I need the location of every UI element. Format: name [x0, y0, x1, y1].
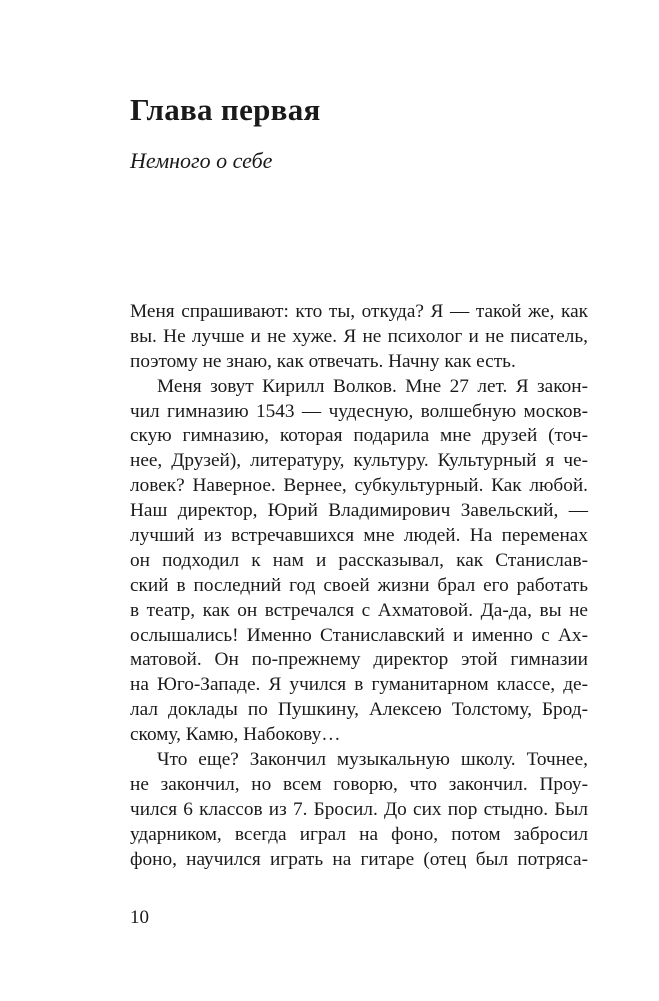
- text-line: Меня зовут Кирилл Волков. Мне 27 лет. Я закон-: [157, 375, 588, 397]
- text-line: поэтому не знаю, как отвечать. Начну как есть.: [130, 350, 516, 372]
- chapter-subtitle: Немного о себе: [130, 148, 273, 173]
- text-line: лал доклады по Пушкину, Алексею Толстому, Брод-: [130, 699, 588, 721]
- text-line: не закончил, но всем говорю, что закончил. Проу-: [130, 773, 588, 795]
- text-line: лучший из встречавшихся мне людей. На переменах: [130, 525, 588, 547]
- text-line: ловек? Наверное. Вернее, субкультурный. Как любой.: [130, 475, 588, 497]
- text-line: на Юго-Западе. Я учился в гуманитарном классе, де-: [130, 674, 588, 696]
- text-line: матовой. Он по-прежнему директор этой гимназии: [130, 649, 588, 671]
- text-line: чил гимназию 1543 — чудесную, волшебную москов-: [130, 400, 588, 422]
- body-text: [130, 300, 588, 872]
- text-line: Меня спрашивают: кто ты, откуда? Я — такой же, как: [130, 301, 588, 322]
- paragraph: [130, 375, 588, 748]
- text-line: он подходил к нам и рассказывал, как Станислав-: [130, 549, 588, 571]
- text-line: скому, Камю, Набокову…: [130, 724, 341, 746]
- paragraph: [130, 300, 588, 375]
- chapter-title: Глава первая: [130, 92, 321, 127]
- text-line: Что еще? Закончил музыкальную школу. Точнее,: [157, 749, 588, 771]
- text-line: нее, Друзей), литературу, культуру. Культурный я че-: [130, 450, 588, 472]
- text-line: ослышались! Именно Станиславский и именно с Ах-: [130, 624, 588, 646]
- paragraph: [130, 748, 588, 872]
- text-line: вы. Не лучше и не хуже. Я не психолог и не писатель,: [130, 325, 588, 347]
- text-line: ударником, всегда играл на фоно, потом забросил: [130, 823, 588, 845]
- text-line: в театр, как он встречался с Ахматовой. Да-да, вы не: [130, 599, 588, 621]
- page-number: 10: [130, 907, 149, 928]
- text-line: Наш директор, Юрий Владимирович Завельский, —: [130, 500, 588, 522]
- text-line: чился 6 классов из 7. Бросил. До сих пор стыдно. Был: [130, 798, 588, 820]
- text-line: скую гимназию, которая подарила мне друзей (точ-: [130, 425, 588, 447]
- text-line: фоно, научился играть на гитаре (отец был потряса-: [130, 848, 588, 870]
- text-line: ский в последний год своей жизни брал его работать: [130, 574, 588, 596]
